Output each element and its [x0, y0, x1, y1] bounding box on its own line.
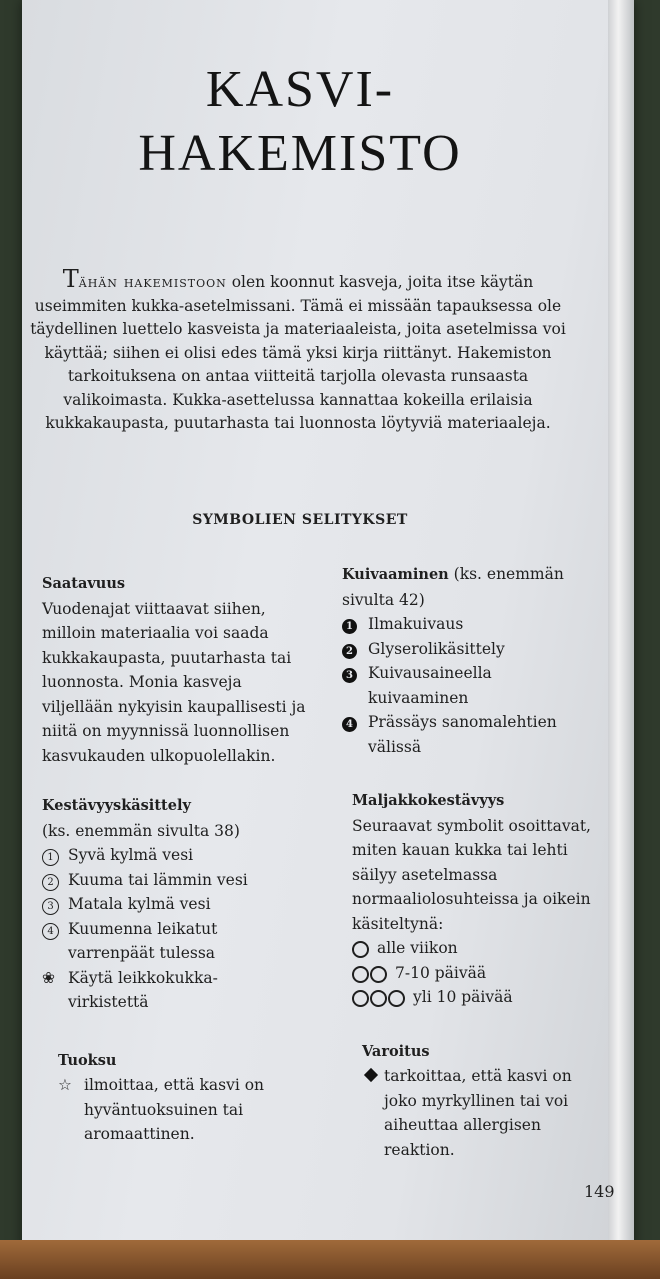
maljakko-text: Seuraavat symbolit osoittavat, miten kauan kukka tai lehti säilyy asetelmassa normaaliolosuhteissa ja oikein käsiteltynä:	[352, 816, 591, 933]
varoitus-row	[362, 1064, 612, 1162]
intro-paragraph	[28, 265, 568, 436]
varoitus-heading: Varoitus	[362, 1042, 430, 1060]
kuivaaminen-item	[342, 710, 612, 759]
saatavuus-heading: Saatavuus	[42, 575, 126, 592]
kuivaaminen-heading: Kuivaaminen	[342, 566, 449, 583]
maljakko-item	[352, 936, 602, 961]
kestavyys-item-text: Kuumenna leikatut varrenpäät tulessa	[68, 919, 218, 962]
maljakko-block	[342, 789, 602, 1010]
kestavyys-item-text: Käytä leikkokukka-virkistettä	[68, 968, 218, 1011]
kuivaaminen-item	[342, 661, 612, 710]
kuivaaminen-block	[342, 562, 612, 759]
kuivaaminen-note: (ks. enemmän sivulta 42)	[342, 565, 564, 609]
kestavyys-sub: (ks. enemmän sivulta 38)	[42, 821, 240, 840]
kestavyys-item	[42, 892, 312, 917]
section-title: SYMBOLIEN SELITYKSET	[192, 512, 408, 528]
tuoksu-row	[58, 1073, 312, 1147]
flower-icon: ❀	[42, 968, 55, 987]
diamond-icon	[364, 1068, 378, 1082]
kestavyys-item	[42, 868, 312, 893]
kuivaaminen-item-text: Glyserolikäsittely	[368, 639, 505, 658]
kuivaaminen-item-text: Prässäys sanomalehtien välissä	[368, 713, 557, 756]
maljakko-item	[352, 985, 602, 1010]
maljakko-heading: Maljakkokestävyys	[352, 792, 505, 809]
circled-number-icon: 3	[42, 898, 59, 915]
saatavuus-block	[42, 572, 312, 768]
kestavyys-item	[42, 966, 312, 1015]
tuoksu-heading: Tuoksu	[58, 1051, 117, 1069]
kestavyys-item-text: Kuuma tai lämmin vesi	[68, 870, 248, 889]
maljakko-item	[352, 961, 602, 986]
circled-number-icon: 4	[42, 923, 59, 940]
kuivaaminen-header	[342, 562, 572, 612]
right-column	[342, 562, 612, 1184]
filled-number-icon: 4	[342, 717, 357, 732]
book-cover-edge	[0, 1240, 660, 1279]
kuivaaminen-item-text: Ilmakuivaus	[368, 615, 464, 633]
ring-icon	[352, 941, 369, 958]
star-icon: ☆	[58, 1076, 72, 1094]
tuoksu-text: ilmoittaa, että kasvi on hyväntuoksuinen tai aromaattinen.	[84, 1076, 265, 1143]
circled-number-icon: 1	[42, 849, 59, 866]
left-column	[42, 572, 312, 1169]
intro-smallcaps: ähän hakemistoon	[78, 273, 227, 291]
kuivaaminen-item	[342, 637, 612, 662]
kestavyys-item-text: Matala kylmä vesi	[68, 895, 211, 913]
kuivaaminen-item-text: Kuivausaineella kuivaaminen	[368, 664, 492, 707]
intro-dropcap: T	[62, 265, 79, 293]
page-number: 149	[584, 1182, 615, 1201]
kuivaaminen-item	[342, 612, 612, 637]
title-line-2: HAKEMISTO	[138, 125, 462, 182]
circled-number-icon: 2	[42, 874, 59, 891]
filled-number-icon: 2	[342, 644, 357, 659]
maljakko-item-text: yli 10 päivää	[413, 988, 513, 1006]
title-line-1: KASVI-	[205, 61, 395, 118]
intro-text: olen koonnut kasveja, joita itse käytän useimmiten kukka-asetelmissani. Tämä ei missään tapauksessa ole täydellinen luettelo kasveista ja materiaaleista, joita asetelmissa voi käyttää; siihen ei olisi edes tämä yksi kirja riittänyt. Hakemiston tarkoituksena on antaa viitteitä tarjolla olevasta runsaasta valikoimasta. Kukka-asettelussa kannattaa kokeilla erilaisia kukkakaupasta, puutarhasta tai luonnosta löytyviä materiaaleja.	[30, 273, 566, 432]
kestavyys-heading: Kestävyyskäsittely	[42, 797, 191, 814]
tuoksu-block	[42, 1049, 312, 1147]
kestavyys-item-text: Syvä kylmä vesi	[68, 846, 194, 864]
saatavuus-text: Vuodenajat viittaavat siihen, milloin materiaalia voi saada kukkakaupasta, puutarhasta tai luonnosta. Monia kasveja viljellään nykyisin kaupallisesti ja niitä on myynnissä luonnollisen kasvukauden ulkopuolellakin.	[42, 599, 306, 765]
filled-number-icon: 1	[342, 619, 357, 634]
kestavyys-block	[42, 794, 312, 1015]
maljakko-item-text: 7-10 päivää	[395, 963, 487, 982]
double-ring-icon	[352, 966, 387, 983]
varoitus-text: tarkoittaa, että kasvi on joko myrkyllinen tai voi aiheuttaa allergisen reaktion.	[384, 1067, 572, 1159]
filled-number-icon: 3	[342, 668, 357, 683]
kestavyys-item	[42, 917, 312, 966]
maljakko-item-text: alle viikon	[377, 939, 458, 957]
triple-ring-icon	[352, 990, 405, 1007]
varoitus-block	[342, 1040, 612, 1163]
page-title	[110, 58, 490, 186]
kestavyys-item	[42, 843, 312, 868]
